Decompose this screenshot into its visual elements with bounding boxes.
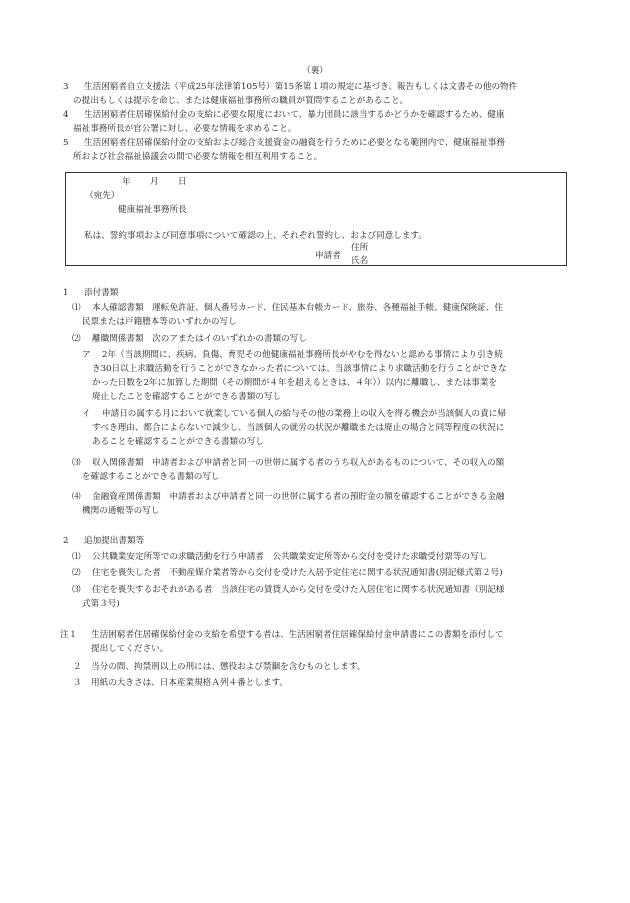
- attachment-2a-text-2: き30日以上求職活動を行うことができなかった者については、当該事情により求職活動を行うことができな: [92, 364, 507, 374]
- note-2-number: ２: [73, 662, 82, 672]
- attachments-heading-number: 1: [63, 288, 69, 298]
- additional-heading: 追加提出書類等: [84, 536, 145, 546]
- additional-3-number: ⑶: [72, 585, 81, 595]
- consent-item-4-number: 4: [63, 110, 69, 120]
- applicant-address-label: 住所: [351, 243, 369, 253]
- attachment-1-number: ⑴: [72, 303, 81, 313]
- attachment-2b-text: 申請日の属する月において就業している個人の給与その他の業務上の収入を得る機会が当該個人の責に帰: [102, 409, 506, 419]
- note-1-number: 注１: [60, 630, 78, 640]
- attachment-2-text: 離職関係書類 次のアまたはイのいずれかの書類の写し: [92, 334, 307, 344]
- attachment-2b-number: イ: [82, 409, 91, 419]
- attachment-2a-number: ア: [82, 350, 91, 360]
- attachment-2a-text-3: かった日数を2年に加算した期間（その期間が４年を超えるときは、４年））以内に離職し、または事業を: [92, 378, 498, 388]
- addressee: 健康福祉事務所長: [118, 205, 187, 215]
- additional-heading-number: 2: [63, 536, 69, 546]
- applicant-name-label: 氏名: [351, 256, 369, 266]
- attachment-4-text-cont: 機関の通帳等の写し: [82, 506, 160, 516]
- note-2-text: 当分の間、拘禁刑以上の刑には、懲役および禁錮を含むものとします。: [91, 662, 366, 672]
- date-year-label: 年: [122, 177, 131, 187]
- attachment-2a-text-4: 廃止したことを確認することができる書類の写し: [92, 392, 282, 402]
- attachment-3-text: 収入関係書類 申請者および申請者と同一の世帯に属する者のうち収入があるものについて、その収入の額: [92, 458, 505, 468]
- addressee-label: （宛先）: [85, 191, 120, 201]
- attachment-1-text-cont: 民票または戸籍謄本等のいずれかの写し: [82, 317, 237, 327]
- attachment-4-number: ⑷: [72, 492, 81, 502]
- additional-1-text: 公共職業安定所等での求職活動を行う申請者 公共職業安定所等から交付を受けた求職受付票等の写し: [92, 552, 488, 562]
- date-month-label: 月: [150, 177, 159, 187]
- attachment-2b-text-3: あることを確認することができる書類の写し: [92, 437, 264, 447]
- note-3-text: 用紙の大きさは、日本産業規格Ａ列４番とします。: [91, 678, 288, 688]
- consent-item-5-text: 生活困窮者住居確保給付金の支給および総合支援資金の融資を行うために必要となる範囲内で、健康福祉事務: [84, 138, 505, 148]
- additional-2-text: 住宅を喪失した者 不動産媒介業者等から交付を受けた入居予定住宅に関する状況通知書(別記様式第２号): [92, 568, 503, 578]
- attachment-2a-text: 2年（当該期間に、疾病、負傷、育児その他健康福祉事務所長がやむを得ないと認める事情により引き続: [102, 350, 503, 360]
- attachment-2-number: ⑵: [72, 334, 81, 344]
- additional-3-text: 住宅を喪失するおそれがある者 当該住宅の賃貸人から交付を受けた入居住宅に関する状況通知書（別記様: [92, 585, 505, 595]
- consent-item-4-text-cont: 福祉事務所長が官公署に対し、必要な情報を求めること。: [73, 124, 297, 134]
- attachment-3-text-cont: を確認することができる書類の写し: [82, 472, 220, 482]
- date-day-label: 日: [178, 177, 187, 187]
- attachment-4-text: 金融資産関係書類 申請者および申請者と同一の世帯に属する者の預貯金の額を確認することができる金融: [92, 492, 505, 502]
- additional-1-number: ⑴: [72, 552, 81, 562]
- consent-item-3-number: 3: [63, 82, 69, 92]
- applicant-label: 申請者: [315, 251, 341, 261]
- additional-2-number: ⑵: [72, 568, 81, 578]
- note-3-number: ３: [73, 678, 82, 688]
- consent-item-5-text-cont: 所および社会福祉協議会の間で必要な情報を相互利用すること。: [73, 152, 323, 162]
- consent-item-3-text: 生活困窮者自立支援法（平成25年法律第105号）第15条第１項の規定に基づき、報告もしくは文書その他の物件: [84, 82, 518, 92]
- consent-item-4-text: 生活困窮者住居確保給付金の支給に必要な限度において、暴力団員に該当するかどうかを確認するため、健康: [84, 110, 505, 120]
- page-side-label: （裏）: [302, 66, 328, 76]
- attachments-heading: 添付書類: [84, 288, 119, 298]
- additional-3-text-cont: 式第３号): [82, 599, 120, 609]
- note-1-text-cont: 提出してください。: [91, 644, 169, 654]
- attachment-1-text: 本人確認書類 運転免許証、個人番号カード、住民基本台帳カード、旅券、各種福祉手帳、健康保険証、住: [92, 303, 503, 313]
- consent-item-3-text-cont: の提出もしくは提示を命じ、または健康福祉事務所の職員が質問することがあること。: [73, 96, 409, 106]
- attachment-2b-text-2: すべき理由、都合によらないで減少し、当該個人の就労の状況が離職または廃止の場合と同等程度の状況に: [92, 423, 505, 433]
- pledge-text: 私は、誓約事項および同意事項について確認の上、それぞれ誓約し、および同意します。: [84, 231, 427, 241]
- consent-item-5-number: 5: [63, 138, 69, 148]
- attachment-3-number: ⑶: [72, 458, 81, 468]
- note-1-text: 生活困窮者住居確保給付金の支給を希望する者は、生活困窮者住居確保給付金申請書にこの書類を添付して: [91, 630, 504, 640]
